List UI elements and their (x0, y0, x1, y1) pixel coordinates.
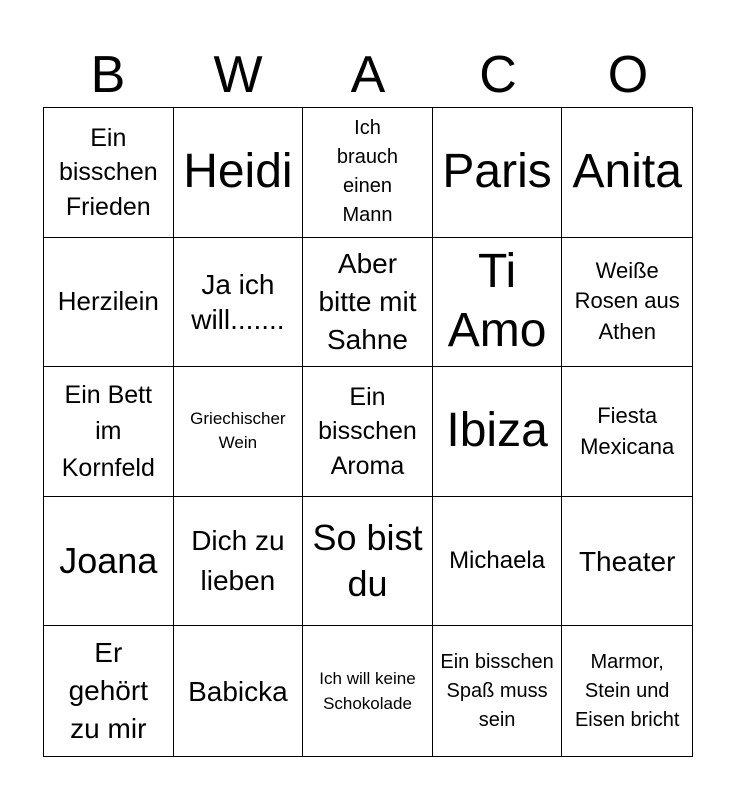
bingo-cell[interactable] (44, 238, 174, 368)
cell-label: Theater (578, 545, 676, 577)
bingo-cell[interactable] (44, 497, 174, 627)
bingo-cell[interactable] (303, 497, 433, 627)
cell-label: Babicka (188, 675, 288, 707)
cell-label: Ein bisschen Frieden (58, 123, 158, 221)
cell-label: Herzilein (57, 286, 159, 317)
bingo-cell[interactable] (433, 238, 563, 368)
bingo-cell[interactable] (303, 367, 433, 497)
bingo-cell[interactable] (174, 367, 304, 497)
cell-label: Heidi (183, 145, 293, 199)
cell-label: Ein Bett im Kornfeld (61, 381, 155, 482)
bingo-cell[interactable] (562, 108, 692, 238)
cell-label: Marmor, Stein und Eisen bricht (574, 650, 680, 731)
cell-label: Fiesta Mexicana (580, 402, 675, 460)
cell-label: Ibiza (446, 404, 548, 458)
bingo-cell[interactable] (174, 626, 304, 756)
bingo-cell[interactable] (303, 626, 433, 756)
bingo-cell[interactable] (174, 108, 304, 238)
cell-label: Michaela (449, 547, 546, 575)
bingo-cell[interactable] (44, 367, 174, 497)
cell-label: Aber bitte mit Sahne (318, 247, 417, 355)
header-letter-a: A (350, 46, 386, 104)
cell-label: Paris (442, 145, 552, 199)
bingo-cell[interactable] (44, 626, 174, 756)
bingo-cell[interactable] (562, 238, 692, 368)
cell-label: Griechischer Wein (190, 408, 286, 453)
bingo-cell[interactable] (174, 497, 304, 627)
cell-label: So bist du (312, 517, 423, 605)
header-letter-b: B (90, 46, 126, 104)
cell-label: Dich zu lieben (191, 524, 285, 597)
bingo-cell[interactable] (303, 238, 433, 368)
cell-label: Ein bisschen Spaß muss sein (440, 650, 554, 731)
cell-label: Weiße Rosen aus Athen (574, 257, 680, 345)
header-letter-o: O (607, 46, 649, 104)
bingo-cell[interactable] (433, 108, 563, 238)
bingo-board (43, 107, 693, 757)
bingo-cell[interactable] (174, 238, 304, 368)
cell-label: Ich will keine Schokolade (319, 668, 416, 714)
header-letter-c: C (479, 46, 517, 104)
cell-label: Ja ich will....... (191, 268, 285, 335)
cell-label: Ich brauch einen Mann (336, 117, 399, 227)
bingo-cell[interactable] (433, 626, 563, 756)
cell-label: Joana (59, 539, 158, 581)
cell-label: Anita (572, 145, 682, 199)
bingo-cell[interactable] (562, 497, 692, 627)
cell-label: Ti Amo (447, 245, 547, 357)
bingo-cell[interactable] (303, 108, 433, 238)
bingo-cell[interactable] (44, 108, 174, 238)
bingo-cell[interactable] (562, 626, 692, 756)
cell-label: Er gehört zu mir (68, 637, 148, 745)
cell-label: Ein bisschen Aroma (318, 382, 417, 480)
bingo-cell[interactable] (433, 497, 563, 627)
header-letter-w: W (213, 46, 263, 104)
bingo-cell[interactable] (433, 367, 563, 497)
bingo-cell[interactable] (562, 367, 692, 497)
bingo-header (43, 44, 693, 106)
